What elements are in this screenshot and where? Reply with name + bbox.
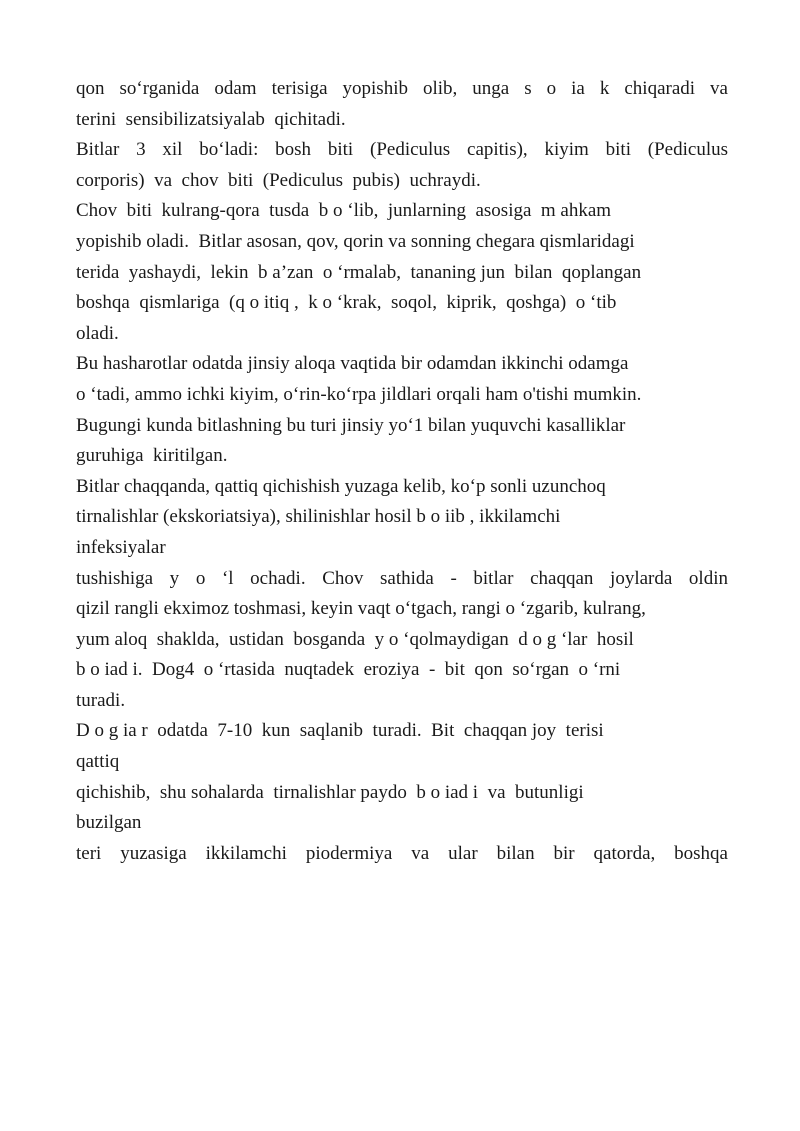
text-line: oladi. [76, 322, 119, 344]
text-line: terida yashaydi, lekin b a’zan o ‘rmalab, tananing jun bilan qoplangan [76, 261, 642, 283]
text-line: qichishib, shu sohalarda tirnalishlar paydo b o iad i va butunligi [76, 781, 584, 803]
text-line: boshqa qismlariga (q o itiq , k o ‘krak, soqol, kiprik, qoshga) o ‘tib [76, 292, 617, 314]
text-line: Bugungi kunda bitlashning bu turi jinsiy yo‘1 bilan yuquvchi kasalliklar [76, 414, 626, 436]
text-line: buzilgan [76, 812, 142, 834]
text-line: Bitlar chaqqanda, qattiq qichishish yuzaga kelib, ko‘p sonli uzunchoq [76, 475, 606, 497]
text-line: teri yuzasiga ikkilamchi piodermiya va ular bilan bir qatorda, boshqa [76, 842, 728, 864]
text-line: qizil rangli ekximoz toshmasi, keyin vaqt o‘tgach, rangi o ‘zgarib, kulrang, [76, 598, 646, 620]
text-line: corporis) va chov biti (Pediculus pubis) uchraydi. [76, 169, 481, 191]
text-line: D o g ia r odatda 7-10 kun saqlanib turadi. Bit chaqqan joy terisi [76, 720, 604, 742]
text-line: terini sensibilizatsiyalab qichitadi. [76, 108, 346, 130]
text-line: Bitlar 3 xil bo‘ladi: bosh biti (Pediculus capitis), kiyim biti (Pediculus [76, 139, 728, 161]
text-line: Bu hasharotlar odatda jinsiy aloqa vaqtida bir odamdan ikkinchi odamga [76, 353, 629, 375]
text-line: Chov biti kulrang-qora tusda b o ‘lib, junlarning asosiga m ahkam [76, 200, 612, 222]
text-line: infeksiyalar [76, 536, 166, 558]
text-line: qon so‘rganida odam terisiga yopishib olib, unga s o ia k chiqaradi va [76, 78, 728, 99]
text-line: tirnalishlar (ekskoriatsiya), shilinishlar hosil b o iib , ikkilamchi [76, 506, 561, 528]
text-line: o ‘tadi, ammo ichki kiyim, o‘rin-ko‘rpa jildlari orqali ham o'tishi mumkin. [76, 383, 642, 405]
document-page [76, 74, 728, 869]
text-line: yopishib oladi. Bitlar asosan, qov, qorin va sonning chegara qismlaridagi [76, 230, 635, 252]
text-line: tushishiga y o ‘l ochadi. Chov sathida - bitlar chaqqan joylarda oldin [76, 567, 728, 589]
text-line: guruhiga kiritilgan. [76, 445, 228, 467]
text-line: yum aloq shaklda, ustidan bosganda y o ‘qolmaydigan d o g ‘lar hosil [76, 628, 634, 650]
text-line: turadi. [76, 689, 126, 711]
text-line: qattiq [76, 751, 120, 773]
text-line: b o iad i. Dog4 o ‘rtasida nuqtadek eroziya - bit qon so‘rgan o ‘rni [76, 659, 621, 681]
